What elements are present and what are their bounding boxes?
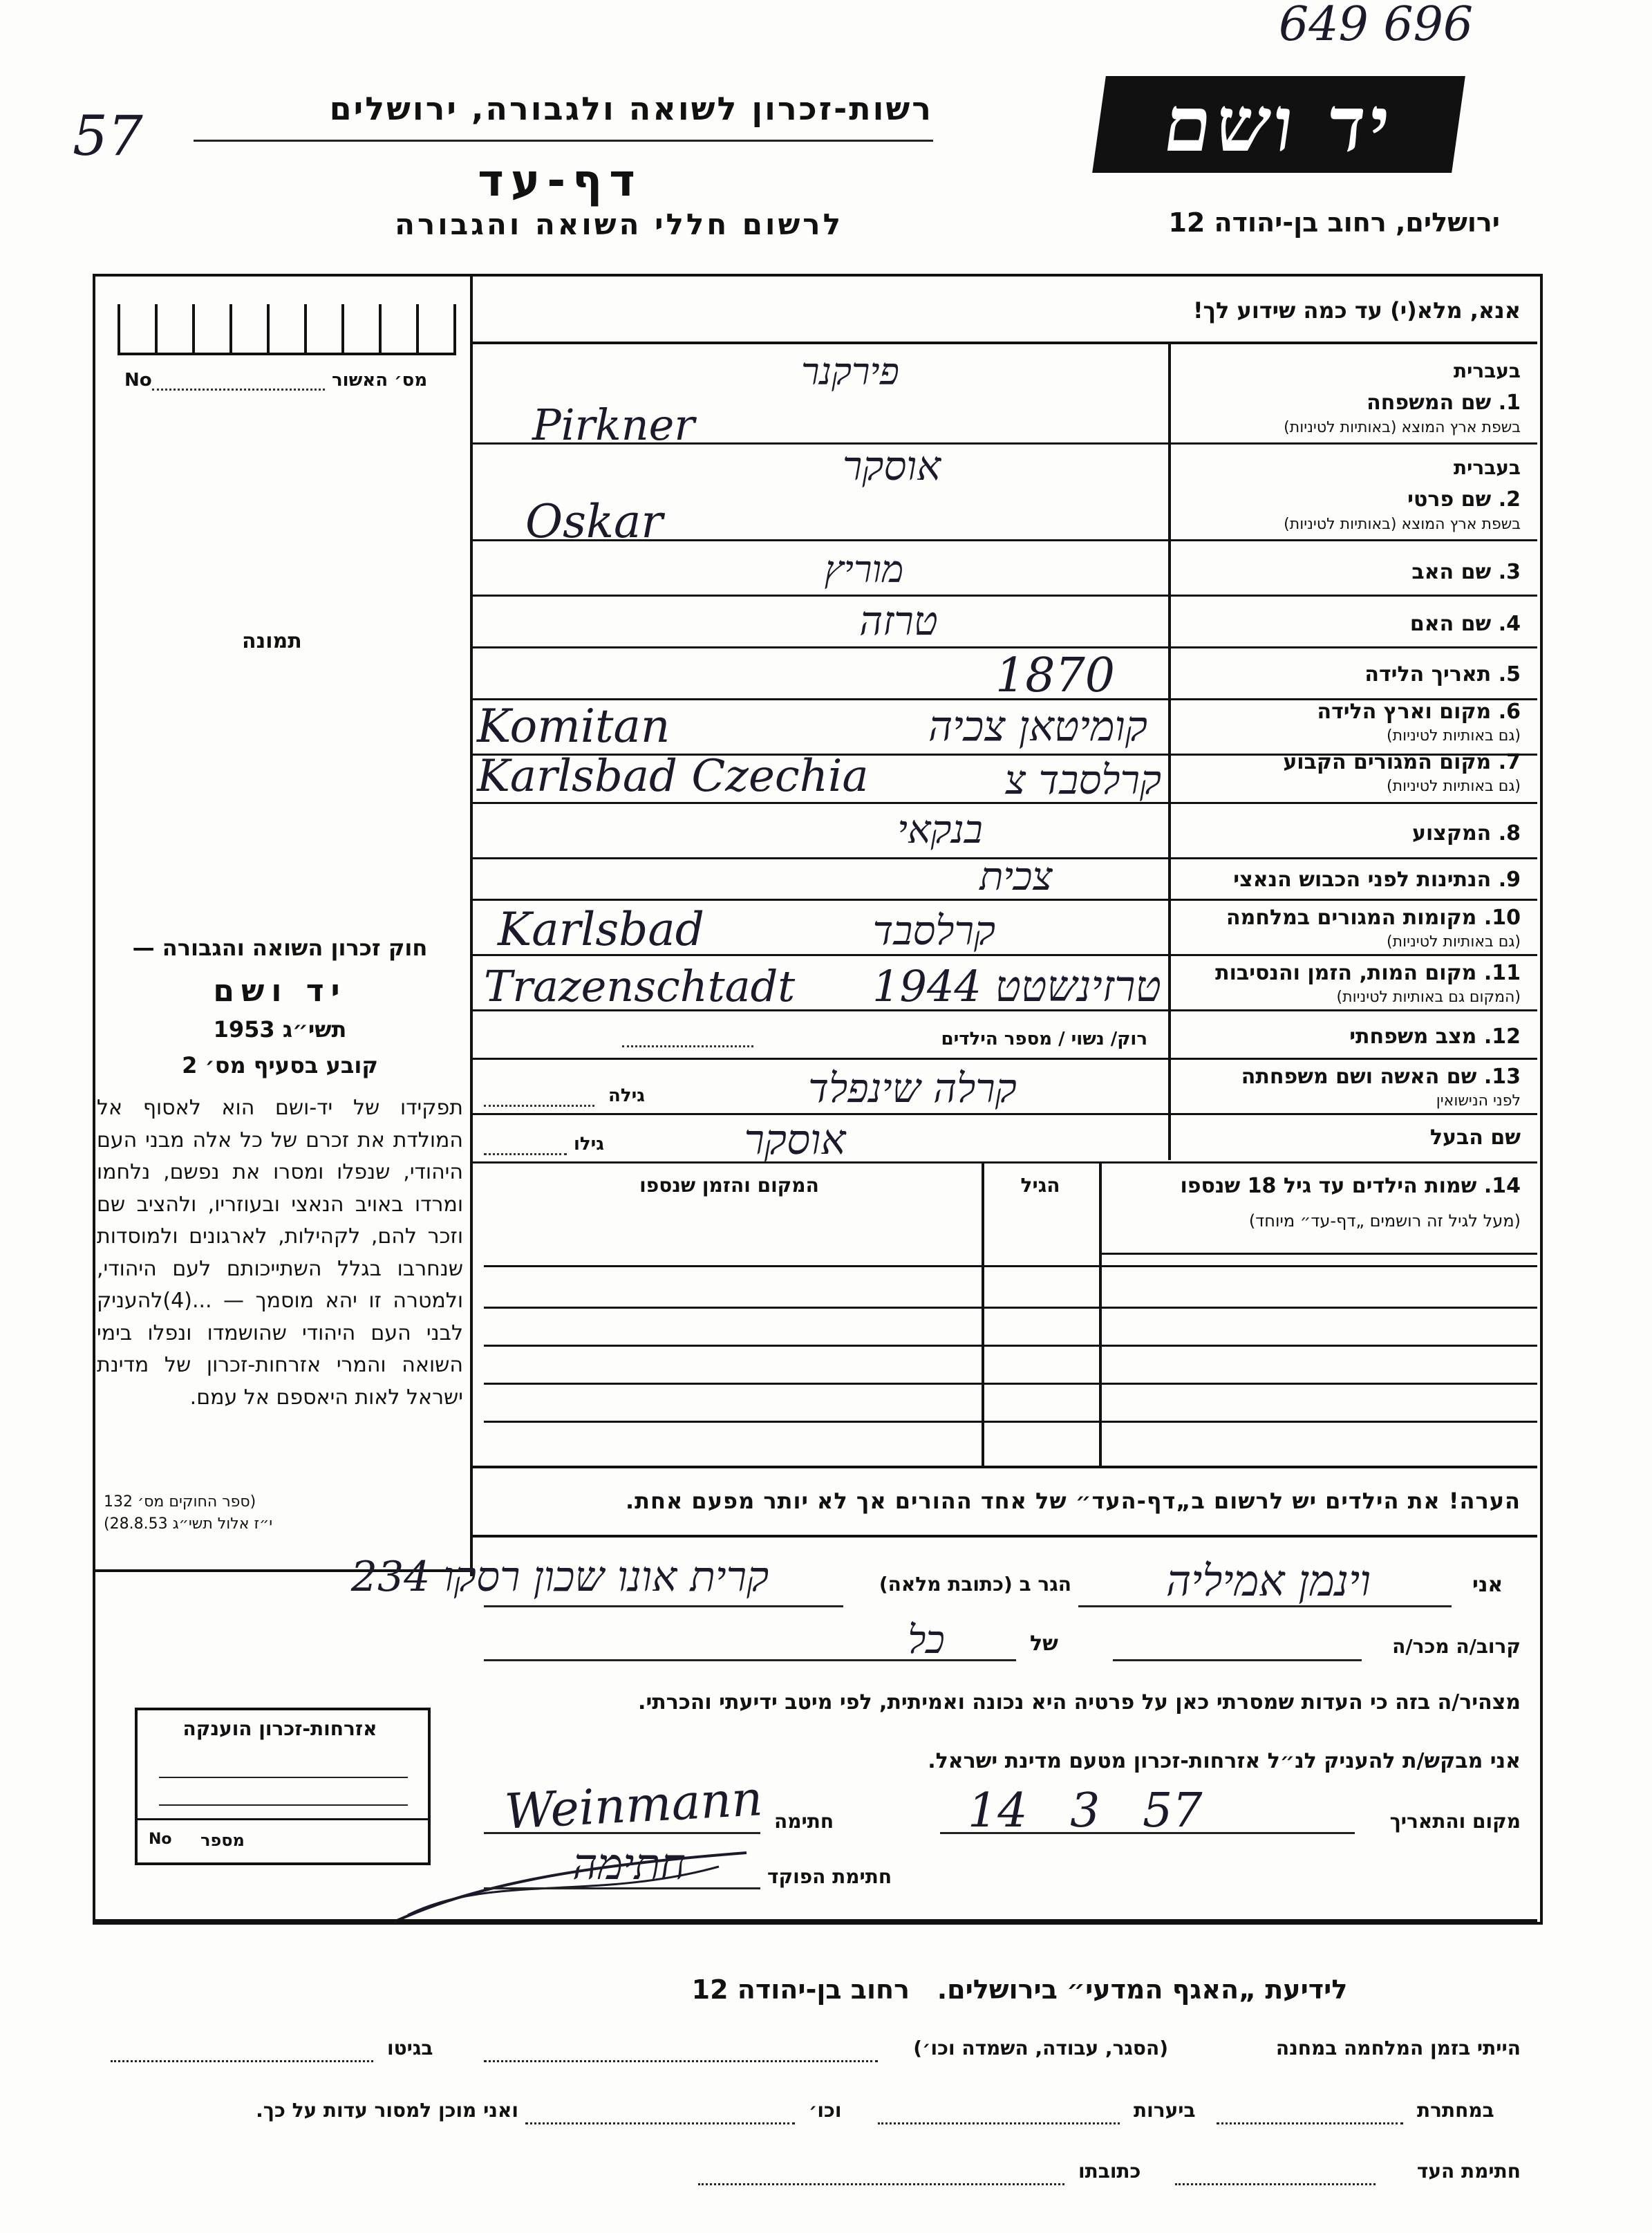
date-value[interactable]: 14 3 57 bbox=[968, 1784, 1203, 1838]
field-1-latin-value[interactable]: Pirkner bbox=[532, 400, 695, 450]
field-13-sub: לפני הנישואין bbox=[1436, 1092, 1521, 1110]
husband-label: שם הבעל bbox=[1429, 1125, 1521, 1150]
permit-tick-strip bbox=[118, 304, 456, 355]
footer-camp-types: (הסגר, עבודה, השמדה וכו׳) bbox=[913, 2037, 1168, 2059]
logo-text: יד ושם bbox=[1158, 80, 1400, 169]
law-section: קובע בסעיף מס׳ 2 bbox=[182, 1052, 378, 1078]
authority-title: רשות-זכרון לשואה ולגבורה, ירושלים bbox=[329, 90, 933, 127]
citizenship-title: אזרחות-זכרון הוענקה bbox=[182, 1717, 377, 1740]
children-col-age: הגיל bbox=[1020, 1174, 1060, 1197]
field-6-label: 6. מקום וארץ הלידה bbox=[1317, 700, 1521, 724]
witness-of-label: של bbox=[1030, 1632, 1058, 1656]
permit-label: מס׳ האשור bbox=[332, 370, 428, 391]
witness-declaration: מצהיר/ה בזה כי העדות שמסרתי כאן על פרטיה היא נכונה ואמיתית, לפי מיטב ידיעתי והכרתי. bbox=[638, 1690, 1521, 1715]
footer-willing-testify: ואני מוכן למסור עדות על כך. bbox=[256, 2099, 518, 2122]
field-2-label: 2. שם פרטי bbox=[1407, 487, 1521, 512]
yad-vashem-logo bbox=[1092, 76, 1465, 173]
citizenship-no-label-latin: No bbox=[149, 1831, 172, 1848]
field-2-sub-bottom: בשפת ארץ המוצא (באותיות לטיניות) bbox=[1284, 516, 1521, 533]
field-1-hebrew-value[interactable]: פירקנר bbox=[801, 350, 899, 393]
field-4-value[interactable]: טרזה bbox=[859, 597, 938, 644]
place-date-label: מקום והתאריך bbox=[1389, 1810, 1521, 1833]
children-note: הערה! את הילדים יש לרשום ב„דף-העד״ של אחד ההורים אך לא יותר מפעם אחת. bbox=[625, 1488, 1521, 1514]
children-label: 14. שמות הילדים עד גיל 18 שנספו bbox=[1180, 1174, 1521, 1198]
field-11-hebrew-value[interactable]: טרזינשטט 1944 bbox=[872, 961, 1161, 1011]
footer-ghetto-label: בגיטו bbox=[387, 2037, 433, 2059]
intro-instruction: אנא, מלא(י) עד כמה שידוע לך! bbox=[1192, 297, 1521, 324]
husband-value[interactable]: אוסקר bbox=[744, 1116, 846, 1164]
field-10-latin-value[interactable]: Karlsbad bbox=[498, 903, 705, 956]
field-3-value[interactable]: מוריץ bbox=[824, 548, 904, 591]
field-9-label: 9. הנתינות לפני הכבוש הנאצי bbox=[1233, 868, 1521, 892]
witness-living-label: הגר ב (כתובת מלאה) bbox=[879, 1573, 1071, 1596]
field-2-hebrew-value[interactable]: אוסקר bbox=[842, 442, 941, 489]
field-7-sub: (גם באותיות לטיניות) bbox=[1387, 778, 1521, 795]
field-1-label: 1. שם המשפחה bbox=[1367, 391, 1521, 415]
field-3-label: 3. שם האב bbox=[1411, 560, 1521, 584]
law-title: חוק זכרון השואה והגבורה — bbox=[132, 935, 428, 961]
field-7-hebrew-value[interactable]: קרלסבד צ bbox=[1004, 756, 1161, 803]
witness-signature[interactable]: Weinmann bbox=[503, 1770, 764, 1840]
form-title: דף-עד bbox=[478, 156, 642, 207]
husband-age-label: גילו bbox=[574, 1134, 604, 1155]
law-year: תשי״ג 1953 bbox=[213, 1016, 347, 1043]
field-10-hebrew-value[interactable]: קרלסבד bbox=[872, 907, 995, 954]
footer-etc-label: וכו׳ bbox=[809, 2099, 842, 2122]
field-13-value[interactable]: קרלה שינפלד bbox=[808, 1065, 1017, 1112]
witness-name-value[interactable]: וינמן אמיליה bbox=[1165, 1555, 1371, 1606]
signature-label: חתימה bbox=[774, 1810, 834, 1833]
permit-no-label: No bbox=[124, 370, 152, 391]
field-10-sub: (גם באותיות לטיניות) bbox=[1387, 933, 1521, 951]
children-col-place: המקום והזמן שנספו bbox=[639, 1174, 819, 1197]
field-12-label: 12. מצב משפחתי bbox=[1349, 1025, 1521, 1049]
field-11-sub: (המקום גם באותיות לטיניות) bbox=[1336, 989, 1521, 1006]
field-11-latin-value[interactable]: Trazenschtadt bbox=[484, 961, 796, 1011]
law-logo: יד ושם bbox=[213, 973, 347, 1009]
field-2-sub-top: בעברית bbox=[1453, 456, 1521, 479]
field-9-value[interactable]: צכית bbox=[979, 854, 1053, 899]
address: ירושלים, רחוב בן-יהודה 12 bbox=[1168, 207, 1500, 238]
photo-label: תמונה bbox=[242, 629, 302, 653]
officer-signature-value[interactable]: חתימה bbox=[572, 1839, 686, 1889]
field-8-label: 8. המקצוע bbox=[1411, 821, 1521, 845]
footer-underground-label: במחתרת bbox=[1417, 2099, 1494, 2122]
field-6-latin-value[interactable]: Komitan bbox=[477, 700, 670, 753]
field-1-sub-top: בעברית bbox=[1453, 359, 1521, 382]
witness-request: אני מבקש/ת להעניק לנ״ל אזרחות-זכרון מטעם מדינת ישראל. bbox=[928, 1749, 1521, 1773]
footer-camp-label: הייתי בזמן המלחמה במחנה bbox=[1275, 2037, 1521, 2059]
field-8-value[interactable]: בנקאי bbox=[897, 807, 983, 852]
law-ref-2: י״ז אלול תשי״ג 28.8.53) bbox=[104, 1515, 273, 1533]
footer-title: לידיעת „האגף המדעי״ בירושלים. רחוב בן-יהודה 12 bbox=[691, 1974, 1348, 2005]
form-purpose: לרשום חללי השואה והגבורה bbox=[395, 207, 843, 241]
witness-i-label: אני bbox=[1472, 1573, 1503, 1597]
law-text: תפקידו של יד-ושם הוא לאסוף אל המולדת את זכרם של כל אלה מבני העם היהודי, שנפלו ומסרו את נפשם, נלחמו ומרדו באויב הנאצי ובעוזריו, ולהציב שם וזכר להם, לקהילות, לארגונים ולמוסדות שנחרבו בגלל השתייכותם לעם היהודי, ולמטרה זו יהא מוסמך — ...(4)להעניק לבני העם היהודי שהושמדו ונפלו בימי השואה והמרי אזרחות-זכרון של מדינת ישראל לאות היאספם אל עמם. bbox=[97, 1096, 463, 1410]
field-6-sub: (גם באותיות לטיניות) bbox=[1387, 727, 1521, 745]
citizenship-no-label: מספר bbox=[200, 1831, 245, 1850]
witness-address-value[interactable]: קרית אונו שכון רסקו 234 bbox=[350, 1553, 769, 1601]
footer-address-label: כתובתו bbox=[1078, 2160, 1141, 2183]
witness-relative-label: קרוב/ה מכר/ה bbox=[1392, 1635, 1521, 1658]
field-7-label: 7. מקום המגורים הקבוע bbox=[1283, 750, 1521, 774]
field-2-latin-value[interactable]: Oskar bbox=[525, 495, 663, 548]
field-13-age-label: גילה bbox=[608, 1085, 645, 1106]
field-10-label: 10. מקומות המגורים במלחמה bbox=[1226, 906, 1521, 930]
field-5-label: 5. תאריך הלידה bbox=[1364, 662, 1521, 686]
field-5-value[interactable]: 1870 bbox=[995, 648, 1116, 703]
law-ref-1: (ספר החוקים מס׳ 132 bbox=[104, 1493, 256, 1511]
field-1-sub-bottom: בשפת ארץ המוצא (באותיות לטיניות) bbox=[1284, 419, 1521, 436]
field-6-hebrew-value[interactable]: קומיטאן צכיה bbox=[928, 702, 1147, 751]
field-4-label: 4. שם האם bbox=[1409, 612, 1521, 636]
field-11-label: 11. מקום המות, הזמן והנסיבות bbox=[1215, 961, 1521, 985]
field-13-label: 13. שם האשה ושם משפחתה bbox=[1241, 1065, 1521, 1089]
page-number: 57 bbox=[73, 104, 143, 168]
witness-of-value[interactable]: כל bbox=[908, 1618, 945, 1663]
field-12-options[interactable]: רוק/ נשוי / מספר הילדים bbox=[941, 1029, 1147, 1049]
footer-forests-label: ביערות bbox=[1134, 2099, 1196, 2122]
field-7-latin-value[interactable]: Karlsbad Czechia bbox=[477, 751, 869, 802]
children-sub: (מעל לגיל זה רושמים „דף-עד״ מיוחד) bbox=[1248, 1211, 1521, 1231]
footer-witness-signature-label: חתימת העד bbox=[1416, 2160, 1521, 2183]
officer-signature-label: חתימת הפוקד bbox=[767, 1865, 892, 1888]
archive-number: 649 696 bbox=[1279, 0, 1474, 52]
